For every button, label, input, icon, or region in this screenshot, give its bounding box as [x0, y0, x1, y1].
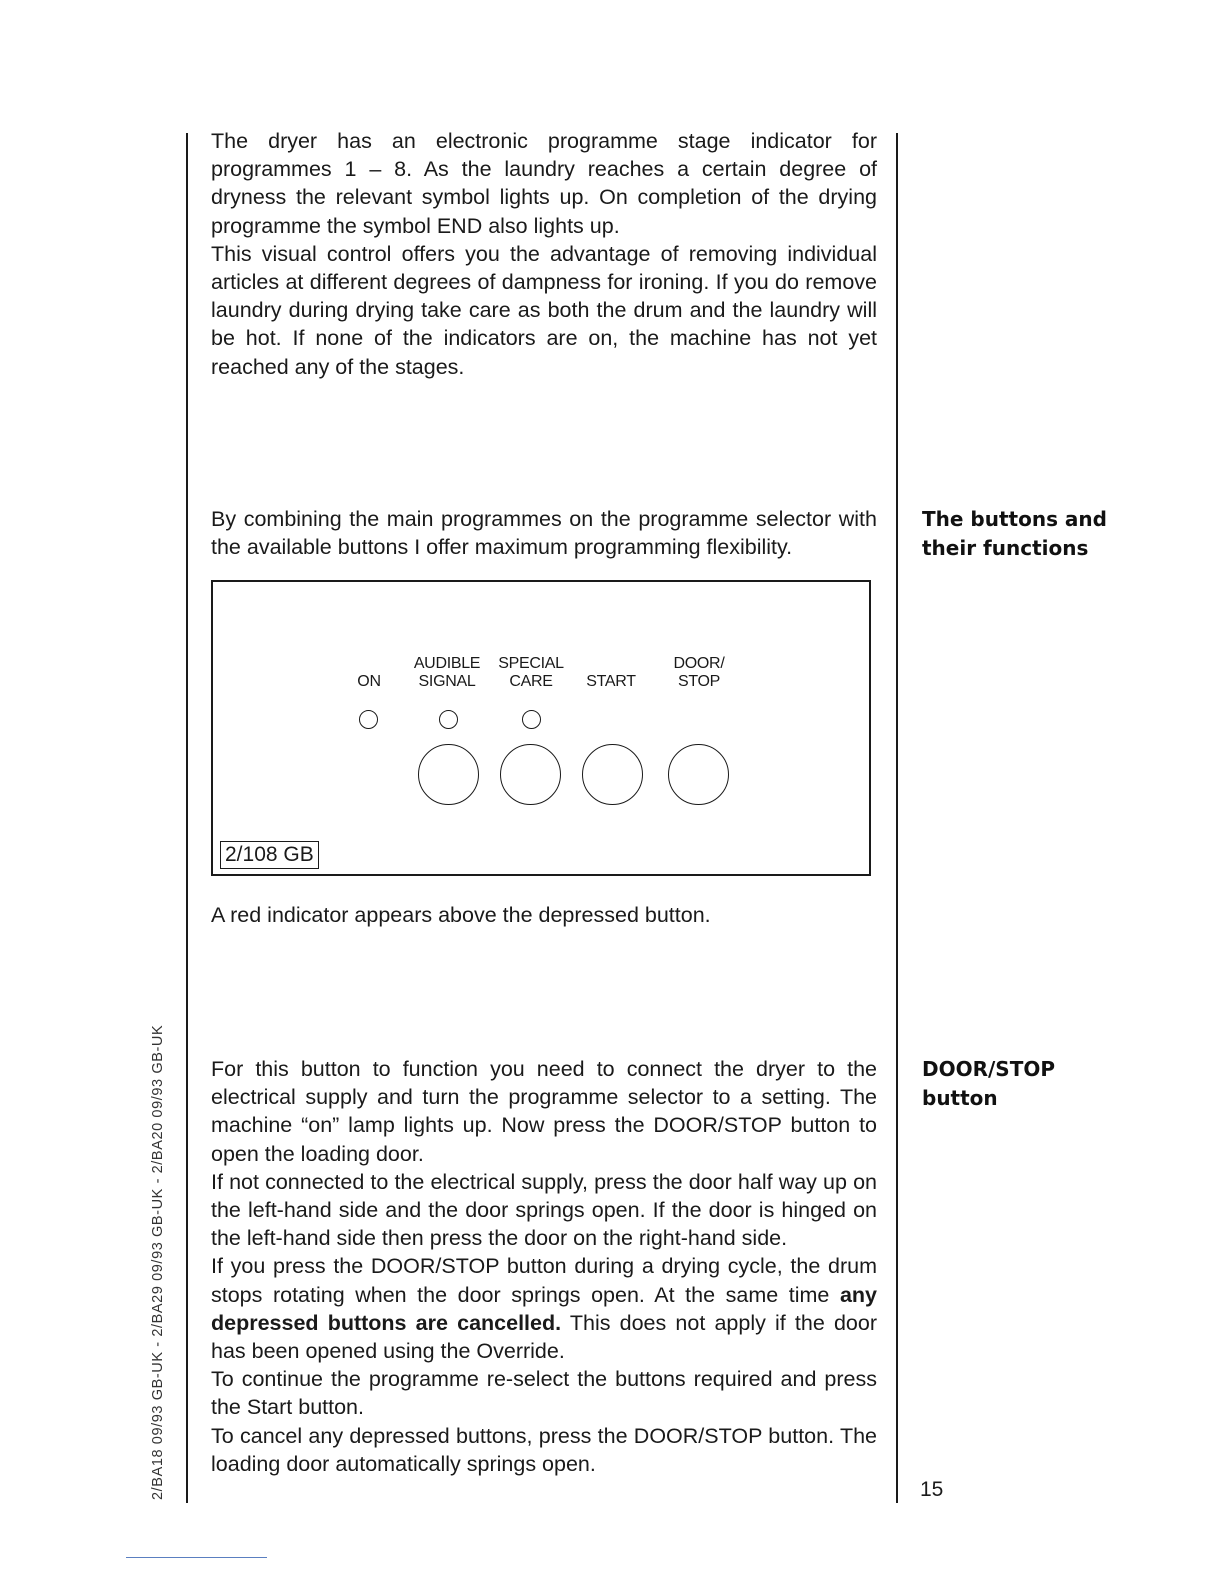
door-stop-paragraph-1: For this button to function you need to connect the dryer to the electrical supply and turn the programme selector to a setting. The machine “on” lamp lights up. Now press the DOOR/STOP button to open the loading door. [211, 1057, 877, 1166]
door-stop-text [211, 1055, 877, 1478]
intro-paragraph-2: This visual control offers you the advantage of removing individual articles at different degrees of dampness for ironing. If you do remove laundry during drying take care as both the drum and the laundry will be hot. If none of the indicators are on, the machine has not yet reached any of the stages. [211, 241, 877, 379]
footer-rule [126, 1557, 267, 1558]
buttons-intro-text: By combining the main programmes on the programme selector with the available buttons I offer maximum programming flexibility. [211, 507, 877, 560]
left-column-rule [186, 133, 188, 1503]
on-lamp [359, 710, 378, 729]
start-button [582, 744, 643, 805]
door-stop-button [668, 744, 729, 805]
label-audible-signal: AUDIBLE SIGNAL [413, 655, 481, 690]
label-start: START [586, 673, 636, 690]
indicator-note: A red indicator appears above the depressed button. [211, 903, 711, 927]
audible-signal-lamp [439, 710, 458, 729]
audible-signal-button [418, 744, 479, 805]
document-codes: 2/BA18 09/93 GB-UK - 2/BA29 09/93 GB-UK - 2/BA20 09/93 GB-UK [150, 1024, 166, 1500]
door-stop-paragraph-5: To cancel any depressed buttons, press the DOOR/STOP button. The loading door automatically springs open. [211, 1423, 877, 1476]
door-stop-paragraph-3-end: This does not apply if the door has been opened using the Override. [211, 1310, 877, 1364]
door-stop-paragraph-3 [211, 1252, 877, 1365]
control-panel-diagram [211, 580, 871, 876]
intro-paragraph-1: The dryer has an electronic programme stage indicator for programmes 1 – 8. As the laundry reaches a certain degree of dryness the relevant symbol lights up. On completion of the drying programme the symbol END also lights up. [211, 129, 877, 238]
intro-text [211, 127, 877, 381]
special-care-lamp [522, 710, 541, 729]
door-stop-paragraph-4: To continue the programme re-select the buttons required and press the Start button. [211, 1367, 877, 1420]
page-number: 15 [920, 1478, 944, 1501]
door-stop-paragraph-2: If not connected to the electrical supply, press the door half way up on the left-hand side and the door springs open. If the door is hinged on the left-hand side then press the door on the right-hand side. [211, 1169, 877, 1251]
label-door-stop: DOOR/ STOP [673, 655, 725, 690]
label-on: ON [357, 673, 381, 690]
buttons-section-heading: The buttons and their functions [922, 507, 1107, 560]
special-care-button [500, 744, 561, 805]
figure-reference-code: 2/108 GB [220, 841, 319, 869]
right-column-rule [896, 133, 898, 1503]
door-stop-paragraph-3-start: If you press the DOOR/STOP button during a drying cycle, the drum stops rotating when the door springs open. At the same time [211, 1254, 877, 1307]
door-stop-cancel-note: any depressed buttons are cancelled. [211, 1282, 877, 1335]
door-stop-heading: DOOR/STOP button [922, 1057, 1056, 1110]
label-special-care: SPECIAL CARE [498, 655, 564, 690]
